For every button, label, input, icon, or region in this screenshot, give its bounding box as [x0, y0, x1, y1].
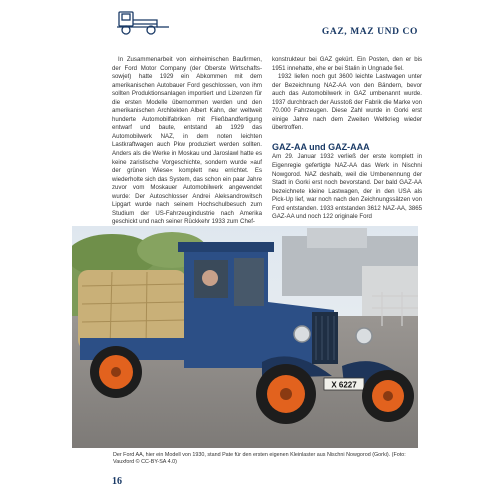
license-plate: X 6227: [331, 380, 357, 390]
truck-icon: [113, 8, 173, 36]
vintage-truck-photo: [72, 226, 418, 448]
photo-caption: Der Ford AA, hier ein Modell von 1930, stand Pate für den ersten eigenen Kleinlaster aus Nischni Nowgorod (Gorki). (Foto: Vauxford © CC-BY-SA 4.0): [113, 452, 406, 465]
running-head: GAZ, MAZ UND CO: [321, 27, 418, 37]
body-paragraph: In Zusammenarbeit von einheimischen Baufirmen, der Ford Motor Company (der Oberste Wirtschafts-sowjet) hatte 1929 ein Abkommen mit dem amerikanischen Autobauer Ford geschlossen, von ihm sollten Produktionsanlagen importiert und Lizenzen für die ersten Modelle übernommen werden und den amerikanischen Architekten Albert Kahn, der weltweit hunderte Automobilfabriken mit Fließbandfertigung entwarf und baute, entstand ab 1929 das Automobilwerk NAZ, in dem noten leichten Lastkraftwagen auch Pkw produziert werden sollten. Anders als die Werke in Moskau und Jaroslawl hatte es keine zaristische Vorgeschichte, sondern wurde »auf der grünen Wiese« komplett neu errichtet. Es wiederholte sich das System, das schon ein paar Jahre zuvor vom Moskauer Automobilwerk angewendet wurde: Der Autoschlosser Andrei Aleksandrowitsch Lipgart wurde nach seinem Hochschulbesuch zum Studium der US-Fahrzeugindustrie nach Amerika geschickt und nach seiner Rückkehr 1933 zum Chef-: [112, 56, 262, 226]
text-column-right: [272, 56, 422, 222]
page-number: 16: [112, 476, 122, 487]
body-paragraph: Am 29. Januar 1932 verließ der erste komplett in Eigenregie gefertigte NAZ-AA das Werk in Nischni Nowgorod. NAZ deshalb, weil die Umbenennung der Stadt in Gorki erst noch bevorstand. Der bald GAZ-AA bezeichnete kleine Lastwagen, der in den USA als Pick-Up lief, war noch nach den Zeichnungssätzen von Ford entstanden. 1933 entstanden 3612 NAZ-AA, 3865 GAZ-AA und noch 122 originale Ford: [272, 153, 422, 221]
text-column-left: [112, 56, 262, 227]
body-paragraph: konstrukteur bei GAZ gekürt. Ein Posten, den er bis 1951 innehatte, ehe er bei Stalin in Ungnade fiel.: [272, 56, 422, 72]
body-paragraph: 1932 liefen noch gut 3600 leichte Lastwagen unter der Bezeichnung NAZ-AA von den Bändern, bevor auch das Automobilwerk in GAZ umbenannt wurde. 1937 durchbrach der Ausstoß der Fabrik die Marke von 70.000 Fahrzeugen. Diese Zahl wurde in Gorki erst einige Jahre nach dem Zweiten Weltkrieg wieder übertroffen.: [272, 73, 422, 132]
section-heading: GAZ-AA und GAZ-AAA: [272, 141, 370, 152]
